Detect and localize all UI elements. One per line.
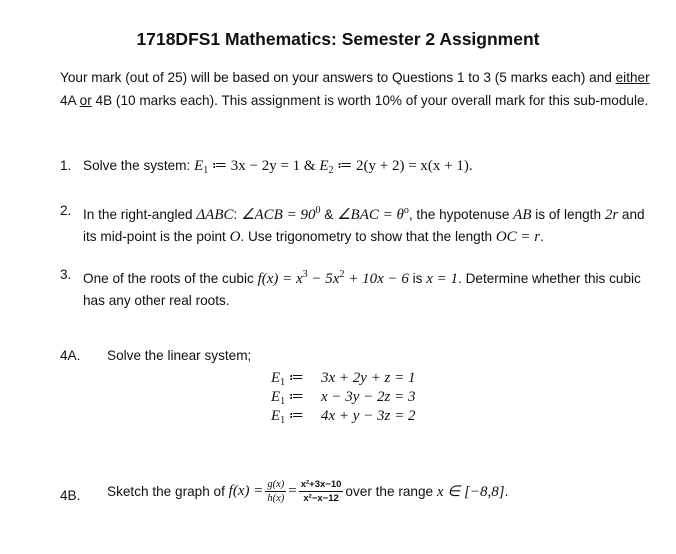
question-3: [60, 264, 660, 312]
question-4a-label: 4A.: [60, 348, 81, 363]
system-row-1: $E_1$ ≔ 3x + 2y + z = 1: [271, 370, 416, 388]
linear-system: [271, 369, 416, 426]
system-row-3: $E_1$ ≔ 4x + y − 3z = 2: [271, 408, 416, 426]
question-number: 2.: [60, 203, 72, 218]
question-1: [60, 155, 660, 182]
question-number: 3.: [60, 267, 72, 282]
question-2: [60, 200, 660, 248]
question-4b-text: Sketch the graph of f(x) = $\frac{g(x)}{h(x)}$ = $\frac{\text{x²+3x−10}}{\text{x²−x−12}}$ over the range x ∈ [−8,8].: [107, 479, 509, 504]
question-text: Solve the system: $E_1$ ≔ 3x − 2y = 1 & $E_2$ ≔ 2(y + 2) = x(x + 1).: [83, 158, 473, 176]
fraction-quadratics: $\frac{\text{x²+3x−10}}{\text{x²−x−12}}$: [300, 479, 342, 504]
question-number: 1.: [60, 158, 72, 173]
question-text: One of the roots of the cubic $f(x) = x^3 - 5x^2 + 10x - 6$ is x = 1. Determine whether this cubic has any other real roots.: [83, 269, 641, 308]
system-row-2: $E_1$ ≔ x − 3y − 2z = 3: [271, 389, 416, 407]
fraction-g-over-h: $\frac{g(x)}{h(x)}$: [267, 479, 285, 504]
intro-paragraph: Your mark (out of 25) will be based on your answers to Questions 1 to 3 (5 marks each) and either 4A or 4B (10 marks each). This assignment is worth 10% of your overall mark for this sub-module.: [60, 70, 650, 108]
question-4a-text: Solve the linear system;: [107, 348, 252, 363]
page-title: 1718DFS1 Mathematics: Semester 2 Assignment: [136, 29, 540, 49]
question-4b-label: 4B.: [60, 488, 81, 503]
question-text: In the right-angled ΔABC: ∠ACB = $90^0$ & ∠BAC = $\theta^o$, the hypotenuse AB is of length 2r and its mid-point is the point O. Use trigonometry to show that the length OC = r.: [83, 205, 645, 245]
or-underlined: or: [79, 93, 92, 108]
either-underlined: either: [615, 70, 650, 85]
